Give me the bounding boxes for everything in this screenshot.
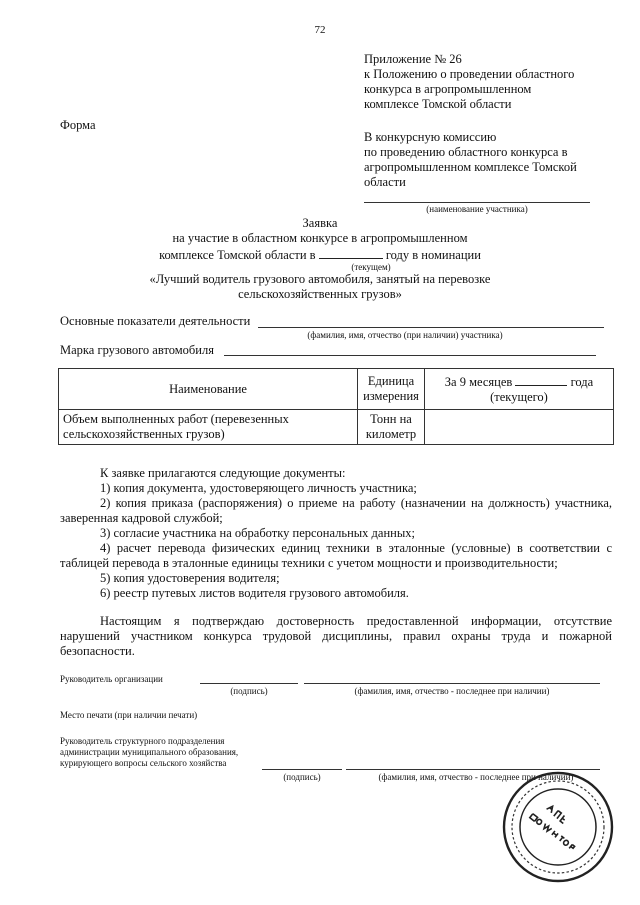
stamp-place: Место печати (при наличии печати) — [60, 710, 198, 720]
addressee-line: агропромышленном комплексе Томской — [364, 160, 577, 174]
name-caption: (фамилия, имя, отчество - последнее при наличии) — [354, 686, 550, 696]
indicators-caption: (фамилия, имя, отчество (при наличии) участника) — [307, 330, 503, 340]
addressee-line: области — [364, 175, 406, 189]
document-item: 2) копия приказа (распоряжения) о приеме на работу (назначении на должность) участника, заверенная кадровой службой; — [60, 496, 612, 525]
documents-intro: К заявке прилагаются следующие документы: — [100, 466, 346, 480]
appendix-line: Приложение № 26 — [364, 52, 462, 66]
addressee-line: В конкурсную комиссию — [364, 130, 497, 144]
addressee-block — [364, 130, 624, 190]
header-period-part: года — [570, 375, 594, 389]
division-signature-line[interactable] — [262, 769, 342, 770]
head-label: Руководитель организации — [60, 674, 163, 684]
header-period-line: (текущего) — [490, 390, 548, 404]
documents-block — [60, 466, 612, 601]
addressee-line: по проведению областного конкурса в — [364, 145, 568, 159]
stamp-graphic — [500, 768, 616, 886]
signature-caption: (подпись) — [283, 772, 321, 782]
header-unit — [358, 369, 425, 410]
header-period-part: За 9 месяцев — [444, 375, 513, 389]
signature-caption: (подпись) — [230, 686, 268, 696]
division-line: курирующего вопросы сельского хозяйства — [60, 758, 227, 768]
nomination-line: сельскохозяйственных грузов» — [238, 287, 402, 301]
row-unit-cell — [358, 410, 425, 445]
document-item: 5) копия удостоверения водителя; — [100, 571, 280, 585]
document-item: 6) реестр путевых листов водителя грузового автомобиля. — [100, 586, 409, 600]
row-name-cell: Объем выполненных работ (перевезенных сельскохозяйственных грузов) — [59, 410, 358, 445]
title-line-part: году в номинации — [385, 248, 481, 262]
participant-line[interactable] — [364, 202, 590, 203]
participant-caption: (наименование участника) — [426, 204, 528, 214]
appendix-line: конкурса в агропромышленном — [364, 82, 532, 96]
indicators-label: Основные показатели деятельности — [60, 314, 251, 328]
results-table — [58, 368, 614, 445]
appendix-line: к Положению о проведении областного — [364, 67, 575, 81]
header-period-line — [429, 373, 609, 390]
name-caption: (фамилия, имя, отчество - последнее при наличии) — [378, 772, 574, 782]
row-value-cell[interactable] — [425, 410, 614, 445]
page-number: 72 — [314, 24, 326, 36]
table-header-row — [59, 369, 614, 410]
appendix-block — [364, 52, 624, 112]
appendix-line: комплексе Томской области — [364, 97, 512, 111]
title-line: на участие в областном конкурсе в агропромышленном — [172, 231, 468, 245]
title-block — [40, 216, 600, 263]
truck-line[interactable] — [224, 355, 596, 356]
division-line: Руководитель структурного подразделения — [60, 736, 225, 746]
confirmation-text: Настоящим я подтверждаю достоверность предоставленной информации, отсутствие нарушений участником конкурса трудовой дисциплины, правил охраны труда и пожарной безопасности. — [60, 614, 612, 658]
title-line-part: комплексе Томской области в — [159, 248, 316, 262]
form-label: Форма — [60, 118, 96, 132]
head-signature-line[interactable] — [200, 683, 298, 684]
current-caption: (текущем) — [351, 262, 391, 272]
nomination-line: «Лучший водитель грузового автомобиля, занятый на перевозке — [149, 272, 491, 286]
header-name: Наименование — [59, 369, 358, 410]
period-year-field[interactable] — [515, 373, 567, 386]
document-item: 3) согласие участника на обработку персональных данных; — [100, 526, 415, 540]
year-field[interactable] — [319, 246, 383, 259]
header-period — [425, 369, 614, 410]
indicators-line[interactable] — [258, 327, 604, 328]
title-heading: Заявка — [302, 216, 338, 230]
header-unit-line: измерения — [363, 389, 419, 403]
head-name-line[interactable] — [304, 683, 600, 684]
title-line — [40, 246, 600, 263]
row-unit-line: километр — [365, 427, 417, 441]
table-row — [59, 410, 614, 445]
row-unit-line: Тонн на — [370, 412, 412, 426]
department-stamp — [500, 768, 616, 886]
division-line: администрации муниципального образования, — [60, 747, 239, 757]
division-block — [60, 736, 238, 769]
document-item: 1) копия документа, удостоверяющего личность участника; — [100, 481, 417, 495]
document-item: 4) расчет перевода физических единиц техники в эталонные (условные) в соответствии с таблицей перевода в эталонные единицы техники с учетом мощности и производительности; — [60, 541, 612, 570]
nomination — [40, 272, 600, 302]
header-unit-line: Единица — [367, 374, 415, 388]
truck-label: Марка грузового автомобиля — [60, 343, 214, 357]
